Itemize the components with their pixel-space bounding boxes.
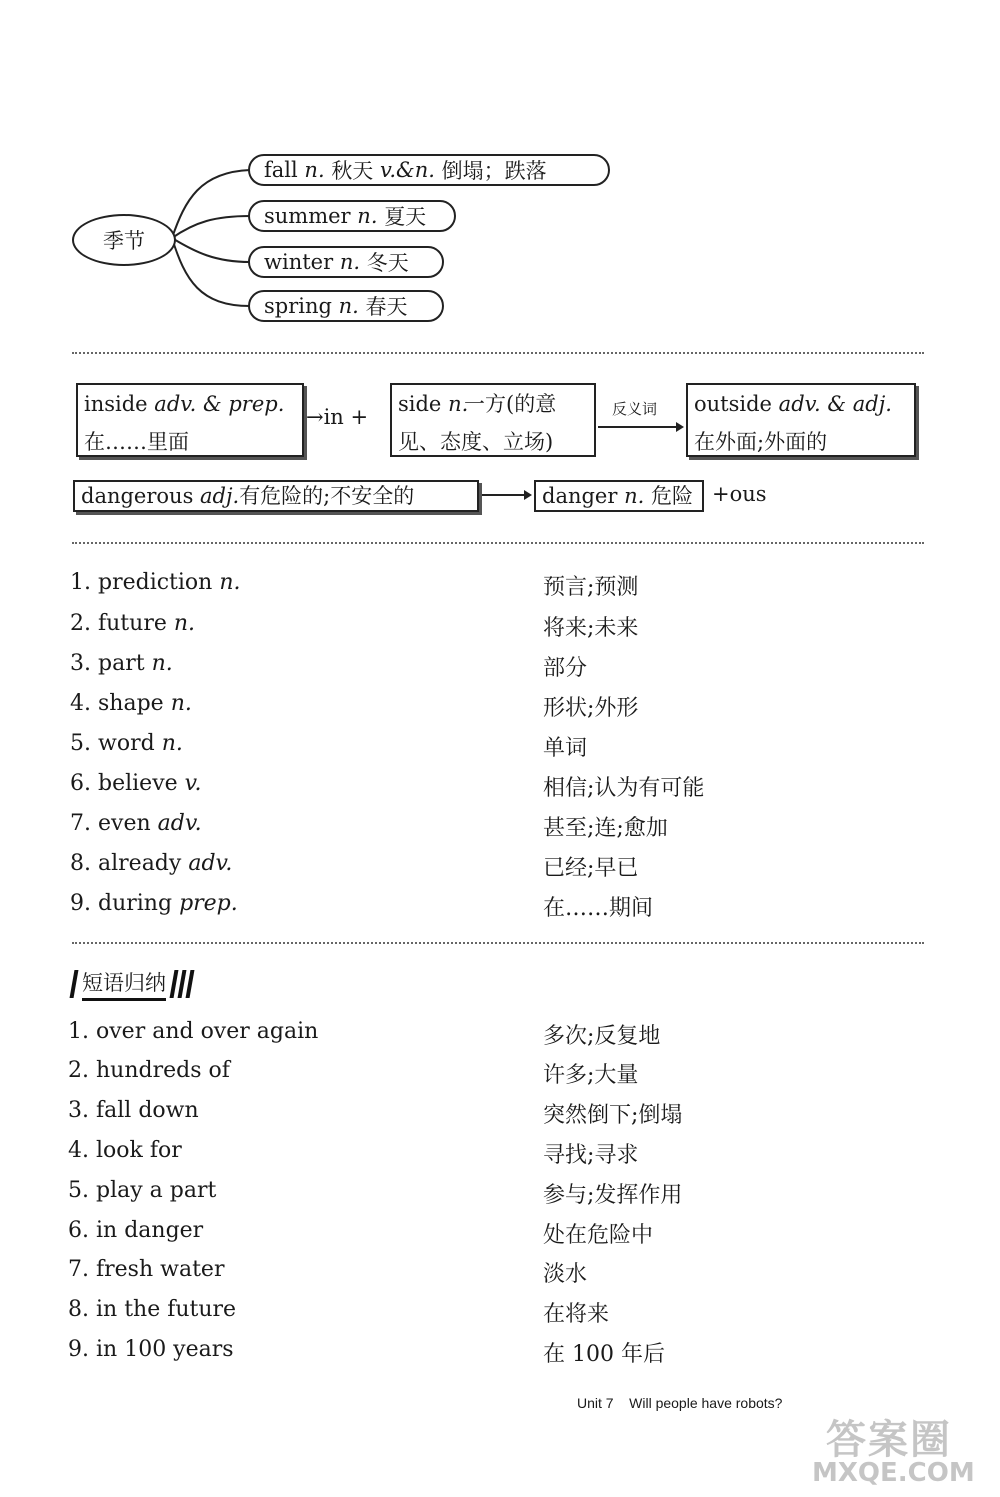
vocab-meaning: 将来;未来	[543, 616, 639, 641]
phrase: in 100 years	[96, 1337, 234, 1362]
meaning: 一方(的意见、态度、立场)	[398, 392, 557, 454]
meaning: 夏天	[384, 205, 427, 229]
phrase: in danger	[96, 1218, 204, 1243]
phrase: look for	[96, 1138, 182, 1163]
vocab-row	[70, 570, 241, 595]
phrase-row	[68, 1138, 182, 1163]
phrase: fresh water	[96, 1257, 225, 1282]
item-number: 4.	[68, 1138, 89, 1163]
pos: n.	[173, 611, 196, 636]
meaning: 有危险的;不安全的	[239, 484, 415, 508]
word: even	[98, 811, 151, 836]
pos: adj.	[200, 484, 240, 508]
word: already	[98, 851, 182, 876]
pos: n.	[161, 731, 183, 756]
vocab-meaning: 甚至;连;愈加	[543, 816, 668, 841]
side-box	[390, 383, 596, 457]
word: future	[98, 611, 167, 636]
meaning: 在外面;外面的	[694, 430, 828, 454]
item-number: 9.	[68, 1337, 89, 1362]
vocab-row	[70, 891, 238, 916]
word: dangerous	[81, 484, 194, 508]
vocab-meaning: 相信;认为有可能	[543, 776, 705, 801]
phrase-row	[68, 1178, 216, 1203]
phrase-meaning: 在 100 年后	[543, 1342, 665, 1367]
meaning: 在……里面	[84, 430, 189, 454]
pos: prep.	[179, 891, 238, 916]
mindmap-item-spring	[248, 290, 444, 322]
arrow-icon	[482, 488, 532, 502]
phrase-row	[68, 1058, 230, 1083]
meaning: 春天	[365, 295, 408, 319]
phrase: fall down	[96, 1098, 199, 1123]
phrase-meaning: 多次;反复地	[543, 1024, 661, 1049]
item-number: 6.	[70, 771, 91, 796]
phrase: in the future	[96, 1297, 237, 1322]
item-number: 5.	[70, 731, 91, 756]
pos: n.	[151, 651, 173, 676]
word: outside	[694, 392, 772, 416]
word: winter	[264, 250, 334, 274]
vocab-row	[70, 771, 201, 796]
item-number: 8.	[70, 851, 91, 876]
mindmap-item-winter	[248, 246, 444, 278]
vocab-row	[70, 651, 173, 676]
meaning: 倒塌；跌落	[441, 159, 547, 183]
item-number: 6.	[68, 1218, 89, 1243]
section-divider	[72, 542, 924, 544]
pos: n.	[624, 484, 645, 508]
pos: n.	[304, 158, 325, 182]
vocab-meaning: 形状;外形	[543, 696, 639, 721]
mindmap-item-fall	[248, 154, 610, 186]
phrase-row	[68, 1257, 224, 1282]
mindmap-center: 季节	[72, 214, 176, 266]
vocab-row	[70, 731, 183, 756]
stripes-icon	[172, 970, 192, 998]
arrow-icon	[598, 420, 684, 434]
unit-label: Unit 7	[577, 1395, 614, 1411]
word: fall	[264, 158, 298, 182]
phrase-meaning: 参与;发挥作用	[543, 1183, 683, 1208]
inside-box	[76, 383, 304, 457]
phrases-heading	[72, 968, 192, 1000]
phrase-meaning: 处在危险中	[543, 1223, 654, 1248]
mindmap-item-summer	[248, 200, 456, 232]
vocab-row	[70, 691, 192, 716]
pos: v.&n.	[380, 158, 435, 182]
phrase-meaning: 许多;大量	[543, 1063, 639, 1088]
word: danger	[542, 484, 618, 508]
item-number: 5.	[68, 1178, 89, 1203]
outside-box	[686, 383, 916, 457]
item-number: 8.	[68, 1297, 89, 1322]
vocab-meaning: 部分	[543, 656, 588, 681]
vocab-row	[70, 811, 202, 836]
phrase-row	[68, 1098, 199, 1123]
item-number: 4.	[70, 691, 91, 716]
arrow-in: →in +	[306, 405, 369, 429]
item-number: 9.	[70, 891, 91, 916]
word: part	[98, 651, 145, 676]
phrase-meaning: 寻找;寻求	[543, 1143, 639, 1168]
phrase-row	[68, 1218, 203, 1243]
item-number: 2.	[68, 1058, 89, 1083]
vocab-meaning: 预言;预测	[543, 575, 639, 600]
item-number: 2.	[70, 611, 91, 636]
phrase: over and over again	[96, 1019, 319, 1044]
vocab-meaning: 在……期间	[543, 896, 654, 921]
phrase-meaning: 突然倒下;倒塌	[543, 1103, 683, 1128]
pos: adv.	[188, 851, 233, 876]
word: word	[98, 731, 155, 756]
pos: adv. & prep.	[154, 392, 285, 416]
pos: n.	[338, 294, 359, 318]
item-number: 3.	[68, 1098, 89, 1123]
unit-title: Will people have robots?	[629, 1395, 783, 1411]
vocab-row	[70, 851, 232, 876]
meaning: 冬天	[366, 251, 409, 275]
word: side	[398, 392, 442, 416]
word: believe	[98, 771, 178, 796]
meaning: 秋天	[331, 159, 374, 183]
pos: n.	[448, 392, 469, 416]
section-divider	[72, 942, 924, 944]
watermark-logo: 答案圈	[826, 1417, 952, 1463]
phrase-meaning: 在将来	[543, 1302, 610, 1327]
vocab-row	[70, 611, 195, 636]
suffix: +ous	[712, 482, 767, 506]
antonym-label: 反义词	[612, 400, 658, 418]
meaning: 危险	[650, 484, 693, 508]
phrase: play a part	[96, 1178, 217, 1203]
phrase-meaning: 淡水	[543, 1262, 588, 1287]
item-number: 7.	[68, 1257, 89, 1282]
word: inside	[84, 392, 148, 416]
phrase: hundreds of	[96, 1058, 230, 1083]
pos: n.	[339, 250, 361, 274]
section-divider	[72, 352, 924, 354]
dangerous-box	[73, 480, 479, 512]
pos: v.	[184, 771, 202, 796]
item-number: 7.	[70, 811, 91, 836]
danger-box	[534, 480, 704, 512]
phrase-row	[68, 1337, 234, 1362]
word: summer	[264, 204, 351, 228]
word: shape	[98, 691, 164, 716]
pos: adv. & adj.	[778, 392, 892, 416]
bar-icon	[70, 970, 79, 998]
pos: adv.	[157, 811, 202, 836]
word: spring	[264, 294, 332, 318]
item-number: 1.	[68, 1019, 89, 1044]
pos: n.	[219, 570, 241, 595]
item-number: 3.	[70, 651, 91, 676]
item-number: 1.	[70, 570, 91, 595]
section-title: 短语归纳	[82, 967, 166, 1001]
phrase-row	[68, 1019, 318, 1044]
phrase-row	[68, 1297, 236, 1322]
vocab-meaning: 已经;早已	[543, 856, 639, 881]
pos: n.	[170, 691, 192, 716]
word: prediction	[98, 570, 213, 595]
vocab-meaning: 单词	[543, 736, 588, 761]
watermark-url: MXQE.COM	[812, 1458, 975, 1488]
pos: n.	[357, 204, 378, 228]
word: during	[98, 891, 173, 916]
page-footer	[577, 1395, 782, 1411]
